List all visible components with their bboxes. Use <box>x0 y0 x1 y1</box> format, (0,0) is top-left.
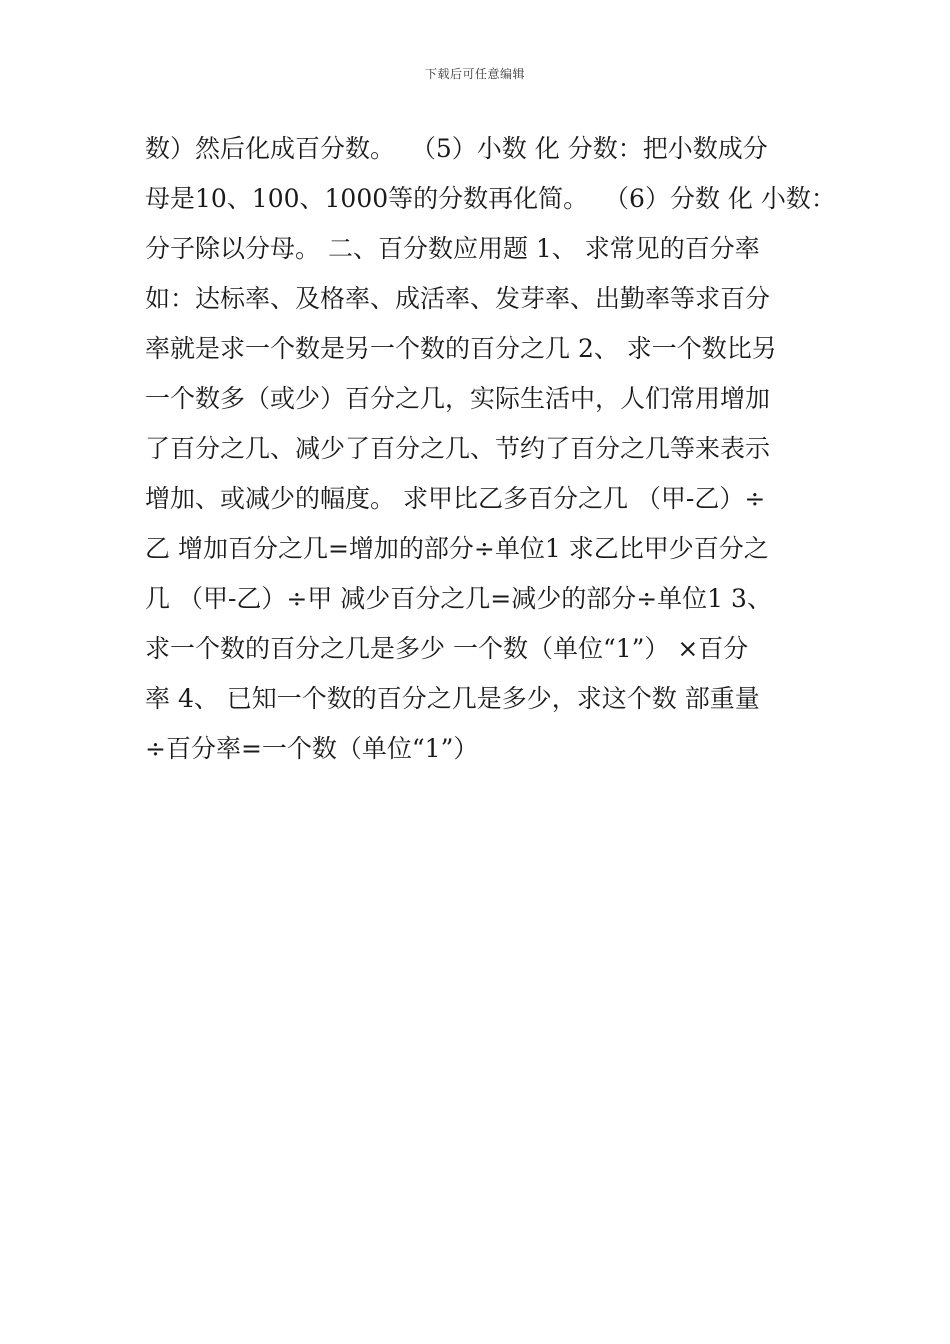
text-line: 母是10、100、1000等的分数再化简。 （6）分数 化 小数： <box>145 184 836 213</box>
text-line: 率就是求一个数是另一个数的百分之几 2、 求一个数比另 <box>145 334 777 363</box>
text-line: 分子除以分母。 二、百分数应用题 1、 求常见的百分率 <box>145 234 760 263</box>
text-line: 了百分之几、减少了百分之几、节约了百分之几等来表示 <box>145 434 771 463</box>
text-line: 一个数多（或少）百分之几，实际生活中，人们常用增加 <box>145 384 771 413</box>
text-line: 增加、或减少的幅度。 求甲比乙多百分之几 （甲-乙）÷ <box>145 484 766 513</box>
text-line: 率 4、 已知一个数的百分之几是多少，求这个数 部重量 <box>145 684 760 713</box>
text-line: 求一个数的百分之几是多少 一个数（单位“1”） ×百分 <box>145 634 749 663</box>
text-line: 几 （甲-乙）÷甲 减少百分之几=减少的部分÷单位1 3、 <box>145 584 772 613</box>
text-line: 如：达标率、及格率、成活率、发芽率、出勤率等求百分 <box>145 284 771 313</box>
text-line: 乙 增加百分之几=增加的部分÷单位1 求乙比甲少百分之 <box>145 534 769 563</box>
page-header: 下载后可任意编辑 <box>424 67 525 81</box>
body-text <box>145 124 836 774</box>
text-line: ÷百分率=一个数（单位“1”） <box>145 734 479 763</box>
text-line: 数）然后化成百分数。 （5）小数 化 分数：把小数成分 <box>145 134 768 163</box>
